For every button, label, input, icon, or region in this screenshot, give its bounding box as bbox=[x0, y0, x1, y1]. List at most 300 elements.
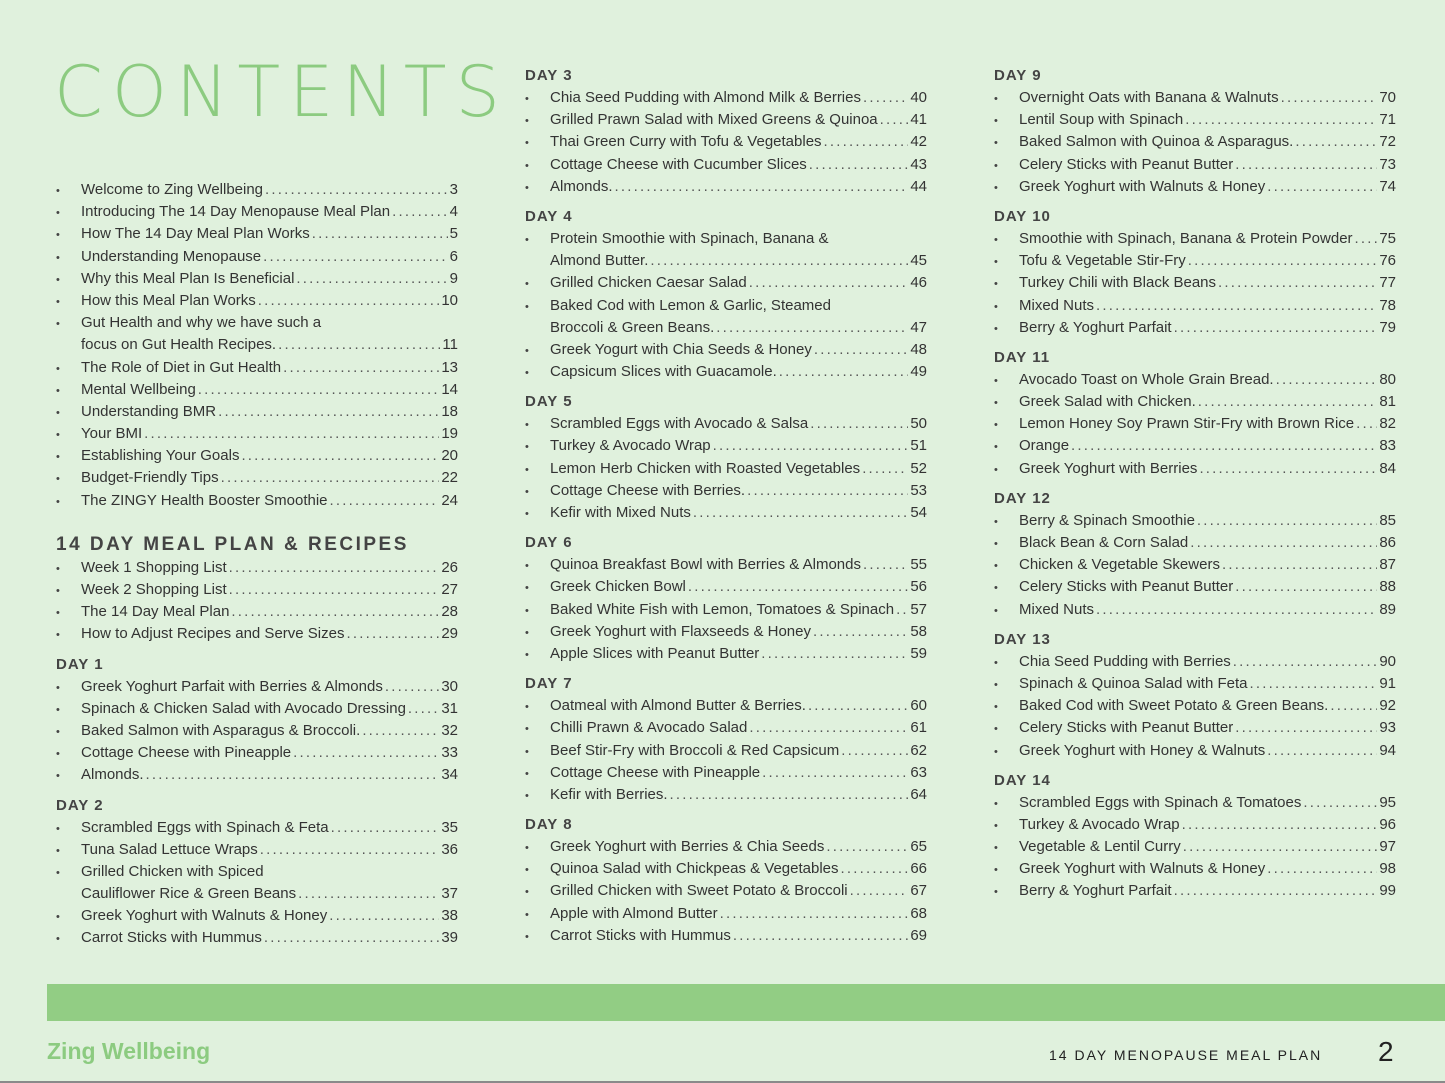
toc-entry-title: Celery Sticks with Peanut Butter bbox=[1019, 578, 1234, 596]
toc-entry[interactable] bbox=[994, 599, 1396, 621]
toc-page-number: 72 bbox=[1379, 133, 1396, 151]
toc-entry-title: Cottage Cheese with Cucumber Slices bbox=[550, 155, 807, 173]
bullet-icon: • bbox=[525, 842, 529, 855]
toc-entry-title: Broccoli & Green Beans. bbox=[550, 318, 715, 336]
dot-leader bbox=[1185, 109, 1377, 131]
toc-entry[interactable] bbox=[994, 228, 1396, 250]
toc-entry[interactable] bbox=[525, 435, 927, 457]
bullet-icon: • bbox=[994, 93, 998, 105]
toc-entry[interactable] bbox=[525, 643, 927, 665]
toc-page-number: 20 bbox=[441, 447, 458, 465]
bullet-icon: • bbox=[56, 866, 60, 879]
toc-entry-title: Budget-Friendly Tips bbox=[81, 469, 219, 487]
section-heading: DAY 8 bbox=[525, 816, 573, 834]
dot-leader bbox=[408, 698, 439, 720]
toc-page-number: 84 bbox=[1379, 459, 1396, 477]
toc-page-number: 88 bbox=[1379, 578, 1396, 596]
toc-entry[interactable] bbox=[525, 317, 927, 339]
toc-entry[interactable] bbox=[525, 576, 927, 598]
toc-entry[interactable] bbox=[525, 154, 927, 176]
toc-entry[interactable] bbox=[994, 413, 1396, 435]
toc-entry[interactable] bbox=[994, 435, 1396, 457]
dot-leader bbox=[241, 445, 439, 467]
toc-entry-title: Celery Sticks with Peanut Butter bbox=[1019, 719, 1234, 737]
toc-entry-title: Mixed Nuts bbox=[1019, 600, 1095, 618]
dot-leader bbox=[688, 576, 908, 598]
dot-leader bbox=[1233, 651, 1378, 673]
section-heading: DAY 6 bbox=[525, 534, 573, 552]
toc-entry[interactable] bbox=[56, 334, 458, 356]
toc-entry-title: How to Adjust Recipes and Serve Sizes bbox=[81, 625, 345, 643]
dot-leader bbox=[716, 317, 908, 339]
toc-entry-title: Greek Yoghurt with Walnuts & Honey bbox=[81, 907, 328, 925]
toc-entry-title: Understanding BMR bbox=[81, 402, 217, 420]
toc-entry-title: Spinach & Quinoa Salad with Feta bbox=[1019, 674, 1248, 692]
toc-entry[interactable] bbox=[56, 467, 458, 489]
toc-entry-title: Greek Yoghurt Parfait with Berries & Almonds bbox=[81, 677, 383, 695]
toc-entry-title: Thai Green Curry with Tofu & Vegetables bbox=[550, 133, 822, 151]
bullet-icon: • bbox=[525, 508, 529, 520]
bullet-icon: • bbox=[525, 560, 529, 573]
toc-entry[interactable] bbox=[56, 676, 458, 698]
dot-leader bbox=[229, 557, 440, 579]
bullet-icon: • bbox=[994, 819, 998, 832]
toc-page-number: 59 bbox=[910, 644, 927, 662]
toc-entry[interactable] bbox=[994, 576, 1396, 598]
bullet-icon: • bbox=[994, 842, 998, 855]
dot-leader bbox=[1199, 458, 1377, 480]
dot-leader bbox=[761, 643, 908, 665]
toc-entry[interactable] bbox=[56, 357, 458, 379]
toc-entry[interactable] bbox=[525, 717, 927, 739]
toc-entry[interactable] bbox=[56, 423, 458, 445]
dot-leader bbox=[650, 250, 908, 272]
toc-page-number: 70 bbox=[1379, 89, 1396, 106]
toc-entry-title: The Role of Diet in Gut Health bbox=[81, 358, 282, 376]
bullet-icon: • bbox=[994, 515, 998, 528]
bullet-icon: • bbox=[56, 229, 60, 242]
bullet-icon: • bbox=[994, 723, 998, 736]
dot-leader bbox=[258, 290, 440, 312]
bullet-icon: • bbox=[56, 681, 60, 694]
toc-entry[interactable] bbox=[994, 109, 1396, 131]
toc-entry[interactable] bbox=[56, 698, 458, 720]
toc-entry-title: Chia Seed Pudding with Almond Milk & Berries bbox=[550, 89, 861, 106]
toc-entry[interactable] bbox=[525, 109, 927, 131]
dot-leader bbox=[615, 176, 909, 198]
dot-leader bbox=[1174, 880, 1378, 902]
dot-leader bbox=[1222, 554, 1377, 576]
toc-entry-title: Chicken & Vegetable Skewers bbox=[1019, 556, 1220, 574]
toc-page-number: 89 bbox=[1379, 600, 1396, 618]
dot-leader bbox=[1174, 317, 1378, 339]
dot-leader bbox=[1190, 532, 1377, 554]
toc-entry[interactable] bbox=[56, 290, 458, 312]
toc-entry[interactable] bbox=[56, 379, 458, 401]
toc-entry[interactable] bbox=[56, 246, 458, 268]
toc-page-number: 3 bbox=[449, 181, 458, 198]
toc-entry[interactable] bbox=[56, 839, 458, 861]
toc-page-number: 43 bbox=[910, 155, 927, 173]
dot-leader bbox=[1276, 369, 1378, 391]
bullet-icon: • bbox=[56, 273, 60, 286]
toc-entry[interactable] bbox=[56, 445, 458, 467]
toc-entry[interactable] bbox=[525, 836, 927, 858]
toc-entry[interactable] bbox=[994, 740, 1396, 762]
toc-entry[interactable] bbox=[525, 480, 927, 502]
dot-leader bbox=[1235, 576, 1377, 598]
toc-entry[interactable] bbox=[525, 695, 927, 717]
toc-page-number: 6 bbox=[449, 247, 458, 265]
toc-page-number: 99 bbox=[1379, 882, 1396, 900]
toc-page-number: 49 bbox=[910, 363, 927, 381]
bullet-icon: • bbox=[994, 181, 998, 194]
toc-entry[interactable] bbox=[994, 131, 1396, 153]
toc-page-number: 87 bbox=[1379, 556, 1396, 574]
toc-entry[interactable] bbox=[56, 742, 458, 764]
bullet-icon: • bbox=[525, 789, 529, 802]
bullet-icon: • bbox=[994, 233, 998, 246]
toc-entry-title: Cottage Cheese with Pineapple bbox=[81, 744, 292, 762]
toc-entry-title: Oatmeal with Almond Butter & Berries. bbox=[550, 697, 806, 715]
toc-entry[interactable] bbox=[56, 268, 458, 290]
toc-page-number: 27 bbox=[441, 581, 458, 598]
toc-entry-title: Scrambled Eggs with Spinach & Tomatoes bbox=[1019, 793, 1302, 811]
dot-leader bbox=[1183, 836, 1378, 858]
section-heading: DAY 1 bbox=[56, 655, 104, 673]
section-heading: DAY 10 bbox=[994, 207, 1051, 225]
bullet-icon: • bbox=[56, 473, 60, 486]
dot-leader bbox=[263, 246, 448, 268]
toc-entry[interactable] bbox=[994, 272, 1396, 294]
toc-entry[interactable] bbox=[994, 717, 1396, 739]
dot-leader bbox=[814, 339, 908, 361]
toc-entry-title: focus on Gut Health Recipes. bbox=[81, 336, 277, 354]
dot-leader bbox=[278, 334, 440, 356]
toc-entry-title: Baked Salmon with Quinoa & Asparagus. bbox=[1019, 133, 1294, 151]
footer-brand: Zing Wellbeing bbox=[47, 1038, 211, 1064]
toc-entry[interactable] bbox=[525, 250, 927, 272]
toc-entry[interactable] bbox=[994, 391, 1396, 413]
bullet-icon: • bbox=[994, 115, 998, 128]
toc-entry[interactable] bbox=[525, 858, 927, 880]
toc-entry[interactable] bbox=[56, 201, 458, 223]
toc-page-number: 68 bbox=[910, 904, 927, 922]
bullet-icon: • bbox=[994, 864, 998, 877]
toc-entry[interactable] bbox=[994, 154, 1396, 176]
toc-entry[interactable] bbox=[56, 817, 458, 839]
bullet-icon: • bbox=[994, 538, 998, 550]
toc-page-number: 58 bbox=[910, 622, 927, 640]
toc-entry[interactable] bbox=[56, 579, 458, 601]
toc-page-number: 54 bbox=[910, 504, 927, 521]
toc-entry[interactable] bbox=[994, 814, 1396, 836]
toc-entry[interactable] bbox=[525, 228, 927, 250]
toc-entry[interactable] bbox=[56, 927, 458, 949]
toc-entry[interactable] bbox=[56, 490, 458, 512]
toc-entry[interactable] bbox=[56, 312, 458, 334]
bullet-icon: • bbox=[56, 607, 60, 620]
toc-page-number: 31 bbox=[441, 699, 458, 717]
bullet-icon: • bbox=[525, 886, 529, 899]
toc-page-number: 65 bbox=[910, 838, 927, 856]
dot-leader bbox=[260, 839, 440, 861]
dot-leader bbox=[229, 579, 440, 601]
toc-entry[interactable] bbox=[525, 502, 927, 524]
toc-entry-title: The 14 Day Meal Plan bbox=[81, 603, 230, 621]
bullet-icon: • bbox=[56, 185, 60, 197]
toc-entry-title: Apple with Almond Butter bbox=[550, 904, 718, 922]
page-number: 2 bbox=[1378, 1036, 1394, 1067]
toc-entry-title: Beef Stir-Fry with Broccoli & Red Capsicum bbox=[550, 741, 840, 759]
bullet-icon: • bbox=[525, 767, 529, 780]
toc-entry[interactable] bbox=[994, 87, 1396, 109]
toc-page-number: 81 bbox=[1379, 393, 1396, 411]
bullet-icon: • bbox=[56, 295, 60, 308]
toc-entry[interactable] bbox=[994, 532, 1396, 554]
bullet-icon: • bbox=[525, 604, 529, 617]
toc-entry-title: Greek Yoghurt with Honey & Walnuts bbox=[1019, 741, 1266, 759]
dot-leader bbox=[809, 154, 909, 176]
bullet-icon: • bbox=[994, 678, 998, 691]
toc-entry-title: Grilled Chicken Caesar Salad bbox=[550, 274, 747, 292]
toc-page-number: 73 bbox=[1379, 155, 1396, 173]
bullet-icon: • bbox=[994, 374, 998, 387]
dot-leader bbox=[146, 764, 440, 786]
bullet-icon: • bbox=[994, 322, 998, 335]
dot-leader bbox=[762, 762, 908, 784]
toc-entry-title: Almonds. bbox=[550, 177, 613, 195]
toc-entry-title: Lentil Soup with Spinach bbox=[1019, 111, 1184, 129]
bullet-icon: • bbox=[56, 207, 60, 220]
bullet-icon: • bbox=[994, 441, 998, 454]
dot-leader bbox=[1071, 435, 1377, 457]
toc-entry[interactable] bbox=[994, 695, 1396, 717]
toc-entry[interactable] bbox=[525, 131, 927, 153]
footer-document-title: 14 DAY MENOPAUSE MEAL PLAN bbox=[1049, 1047, 1323, 1063]
toc-entry[interactable] bbox=[994, 554, 1396, 576]
toc-entry-title: Scrambled Eggs with Avocado & Salsa bbox=[550, 415, 809, 433]
bullet-icon: • bbox=[525, 485, 529, 498]
bullet-icon: • bbox=[56, 429, 60, 442]
section-heading: DAY 11 bbox=[994, 348, 1051, 366]
section-heading: DAY 7 bbox=[525, 675, 573, 693]
toc-page-number: 14 bbox=[441, 380, 458, 398]
bullet-icon: • bbox=[56, 251, 60, 264]
bullet-icon: • bbox=[994, 560, 998, 573]
toc-entry[interactable] bbox=[525, 458, 927, 480]
toc-entry-title: Cottage Cheese with Pineapple bbox=[550, 763, 761, 781]
dot-leader bbox=[863, 87, 908, 109]
toc-entry[interactable] bbox=[525, 176, 927, 198]
dot-leader bbox=[1267, 740, 1377, 762]
toc-entry[interactable] bbox=[994, 836, 1396, 858]
bullet-icon: • bbox=[56, 911, 60, 924]
toc-entry-title: Turkey & Avocado Wrap bbox=[1019, 815, 1180, 833]
bullet-icon: • bbox=[56, 933, 60, 946]
toc-page-number: 95 bbox=[1379, 793, 1396, 811]
toc-page-number: 26 bbox=[441, 558, 458, 576]
bullet-icon: • bbox=[56, 451, 60, 464]
toc-page-number: 76 bbox=[1379, 252, 1396, 270]
toc-entry-title: Grilled Prawn Salad with Mixed Greens & Quinoa bbox=[550, 111, 878, 129]
bullet-icon: • bbox=[994, 463, 998, 476]
toc-page-number: 35 bbox=[441, 818, 458, 836]
toc-page-number: 75 bbox=[1379, 229, 1396, 247]
toc-entry-title: Quinoa Salad with Chickpeas & Vegetables bbox=[550, 860, 839, 878]
dot-leader bbox=[1295, 131, 1377, 153]
toc-entry[interactable] bbox=[525, 880, 927, 902]
toc-entry[interactable] bbox=[56, 557, 458, 579]
bullet-icon: • bbox=[525, 137, 529, 150]
bullet-icon: • bbox=[525, 930, 529, 943]
toc-entry-title: Turkey Chili with Black Beans bbox=[1019, 274, 1217, 292]
toc-entry-title: Berry & Yoghurt Parfait bbox=[1019, 882, 1172, 900]
toc-entry-title: Black Bean & Corn Salad bbox=[1019, 534, 1189, 551]
toc-entry-title: Orange bbox=[1019, 437, 1070, 455]
toc-entry-title: Apple Slices with Peanut Butter bbox=[550, 644, 760, 662]
toc-entry-title: Kefir with Berries. bbox=[550, 785, 668, 803]
toc-entry[interactable] bbox=[994, 458, 1396, 480]
toc-entry[interactable] bbox=[525, 784, 927, 806]
toc-page-number: 97 bbox=[1379, 838, 1396, 856]
dot-leader bbox=[693, 502, 908, 524]
toc-entry[interactable] bbox=[994, 651, 1396, 673]
bullet-icon: • bbox=[994, 419, 998, 432]
dot-leader bbox=[1096, 295, 1377, 317]
bullet-icon: • bbox=[994, 278, 998, 291]
dot-leader bbox=[1096, 599, 1377, 621]
toc-entry[interactable] bbox=[56, 861, 458, 883]
footer-band bbox=[47, 984, 1445, 1021]
toc-page-number: 52 bbox=[910, 459, 927, 477]
toc-entry[interactable] bbox=[56, 179, 458, 201]
toc-entry[interactable] bbox=[525, 903, 927, 925]
toc-entry[interactable] bbox=[525, 599, 927, 621]
toc-entry[interactable] bbox=[994, 792, 1396, 814]
toc-entry-title: Turkey & Avocado Wrap bbox=[550, 437, 711, 455]
toc-page-number: 90 bbox=[1379, 652, 1396, 670]
toc-page-number: 11 bbox=[442, 336, 458, 354]
toc-entry-title: How this Meal Plan Works bbox=[81, 291, 256, 309]
toc-entry[interactable] bbox=[994, 858, 1396, 880]
toc-entry[interactable] bbox=[56, 764, 458, 786]
toc-entry-title: Tuna Salad Lettuce Wraps bbox=[81, 840, 258, 858]
toc-entry[interactable] bbox=[525, 339, 927, 361]
toc-entry[interactable] bbox=[994, 317, 1396, 339]
toc-page-number: 46 bbox=[910, 274, 927, 292]
toc-entry[interactable] bbox=[56, 720, 458, 742]
toc-entry[interactable] bbox=[994, 880, 1396, 902]
dot-leader bbox=[330, 490, 440, 512]
toc-entry[interactable] bbox=[525, 272, 927, 294]
dot-leader bbox=[283, 357, 439, 379]
toc-entry[interactable] bbox=[994, 673, 1396, 695]
dot-leader bbox=[1267, 858, 1377, 880]
dot-leader bbox=[1281, 87, 1378, 109]
dot-leader bbox=[144, 423, 439, 445]
bullet-icon: • bbox=[994, 137, 998, 150]
toc-entry[interactable] bbox=[56, 601, 458, 623]
bullet-icon: • bbox=[525, 463, 529, 476]
toc-entry[interactable] bbox=[525, 361, 927, 383]
dot-leader bbox=[392, 201, 448, 223]
toc-entry-title: Cottage Cheese with Berries. bbox=[550, 481, 746, 499]
toc-entry[interactable] bbox=[525, 762, 927, 784]
toc-entry[interactable] bbox=[994, 176, 1396, 198]
toc-page-number: 18 bbox=[441, 402, 458, 420]
toc-entry-title: How The 14 Day Meal Plan Works bbox=[81, 225, 310, 243]
dot-leader bbox=[713, 435, 909, 457]
toc-entry-title: Almond Butter. bbox=[550, 252, 649, 270]
section-heading: DAY 3 bbox=[525, 67, 573, 84]
bullet-icon: • bbox=[56, 384, 60, 397]
toc-page-number: 96 bbox=[1379, 815, 1396, 833]
toc-page-number: 33 bbox=[441, 744, 458, 762]
toc-entry[interactable] bbox=[56, 905, 458, 927]
toc-entry[interactable] bbox=[56, 401, 458, 423]
toc-entry[interactable] bbox=[525, 740, 927, 762]
toc-entry-title: Greek Yoghurt with Walnuts & Honey bbox=[1019, 177, 1266, 195]
toc-entry-title: Capsicum Slices with Guacamole. bbox=[550, 363, 777, 381]
toc-entry-title: Greek Yoghurt with Walnuts & Honey bbox=[1019, 860, 1266, 878]
toc-page-number: 86 bbox=[1379, 534, 1396, 551]
toc-entry[interactable] bbox=[56, 883, 458, 905]
dot-leader bbox=[841, 858, 909, 880]
toc-page-number: 51 bbox=[910, 437, 927, 455]
toc-page-number: 36 bbox=[441, 840, 458, 858]
toc-entry-title: Baked Cod with Lemon & Garlic, Steamed bbox=[550, 296, 831, 314]
dot-leader bbox=[293, 742, 439, 764]
dot-leader bbox=[813, 621, 908, 643]
toc-entry-title: Greek Yoghurt with Berries bbox=[1019, 459, 1198, 477]
toc-entry[interactable] bbox=[56, 223, 458, 245]
toc-entry[interactable] bbox=[525, 413, 927, 435]
toc-entry[interactable] bbox=[525, 621, 927, 643]
bullet-icon: • bbox=[56, 770, 60, 783]
dot-leader bbox=[779, 361, 909, 383]
toc-entry[interactable] bbox=[994, 510, 1396, 532]
dot-leader bbox=[1249, 673, 1377, 695]
dot-leader bbox=[312, 223, 448, 245]
toc-entry-title: Smoothie with Spinach, Banana & Protein Powder bbox=[1019, 229, 1353, 247]
toc-entry[interactable] bbox=[994, 369, 1396, 391]
toc-page-number: 93 bbox=[1379, 719, 1396, 737]
toc-entry[interactable] bbox=[525, 87, 927, 109]
toc-page-number: 39 bbox=[441, 929, 458, 947]
toc-entry[interactable] bbox=[525, 554, 927, 576]
bullet-icon: • bbox=[525, 300, 529, 313]
toc-entry-title: Baked Salmon with Asparagus & Broccoli. bbox=[81, 721, 361, 739]
toc-page-number: 42 bbox=[910, 133, 927, 151]
toc-entry[interactable] bbox=[994, 295, 1396, 317]
dot-leader bbox=[896, 599, 908, 621]
toc-entry[interactable] bbox=[525, 925, 927, 947]
bullet-icon: • bbox=[525, 278, 529, 291]
toc-entry-title: Grilled Chicken with Spiced bbox=[81, 862, 264, 880]
toc-entry-title: Your BMI bbox=[81, 425, 143, 443]
toc-page-number: 63 bbox=[910, 763, 927, 781]
toc-entry-title: Greek Salad with Chicken. bbox=[1019, 393, 1196, 411]
dot-leader bbox=[810, 413, 908, 435]
dot-leader bbox=[362, 720, 439, 742]
toc-entry[interactable] bbox=[525, 295, 927, 317]
toc-column-3 bbox=[994, 65, 1396, 903]
toc-entry[interactable] bbox=[56, 623, 458, 645]
toc-page-number: 32 bbox=[441, 721, 458, 739]
toc-entry[interactable] bbox=[994, 250, 1396, 272]
dot-leader bbox=[346, 623, 439, 645]
